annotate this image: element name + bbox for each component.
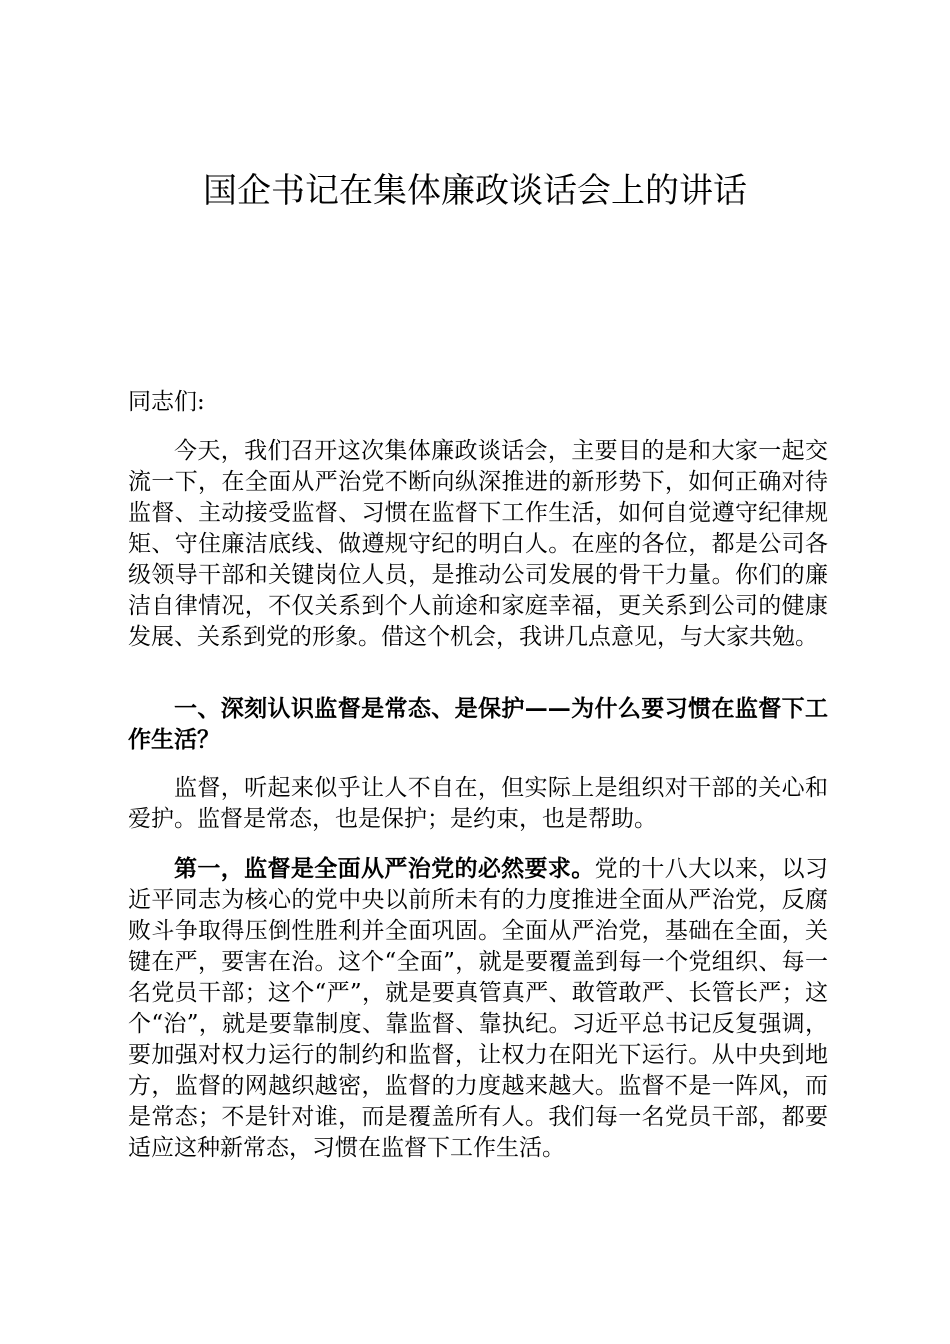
document-title: 国企书记在集体廉政谈话会上的讲话 — [203, 171, 747, 211]
paragraph-lead-sentence: 第一，监督是全面从严治党的必然要求。 — [174, 855, 595, 882]
paragraph-supervision: 监督，听起来似乎让人不自在，但实际上是组织对干部的关心和爱护。监督是常态，也是保护；是约束，也是帮助。 — [128, 775, 828, 832]
paragraph-body-text: 党的十八大以来，以习近平同志为核心的党中央以前所未有的力度推进全面从严治党，反腐败斗争取得压倒性胜利并全面巩固。全面从严治党，基础在全面，关键在严，要害在治。这个“全面”，就是要覆盖到每一个党组织、每一名党员干部；这个“严”，就是要真管真严、敢管敢严、长管长严；这个“治”，就是要靠制度、靠监督、靠执纪。习近平总书记反复强调，要加强对权力运行的制约和监督，让权力在阳光下运行。从中央到地方，监督的网越织越密，监督的力度越来越大。监督不是一阵风，而是常态；不是针对谁，而是覆盖所有人。我们每一名党员干部，都要适应这种新常态，习惯在监督下工作生活。 — [128, 856, 829, 1161]
section-heading-1: 一、深刻认识监督是常态、是保护——为什么要习惯在监督下工作生活？ — [128, 695, 828, 753]
paragraph-first-point — [128, 853, 828, 1164]
paragraph-intro: 今天，我们召开这次集体廉政谈话会，主要目的是和大家一起交流一下，在全面从严治党不断向纵深推进的新形势下，如何正确对待监督、主动接受监督、习惯在监督下工作生活，如何自觉遵守纪律规矩、守住廉洁底线、做遵规守纪的明白人。在座的各位，都是公司各级领导干部和关键岗位人员，是推动公司发展的骨干力量。你们的廉洁自律情况，不仅关系到个人前途和家庭幸福，更关系到公司的健康发展、关系到党的形象。借这个机会，我讲几点意见，与大家共勉。 — [128, 438, 828, 650]
salutation: 同志们: — [128, 389, 205, 415]
